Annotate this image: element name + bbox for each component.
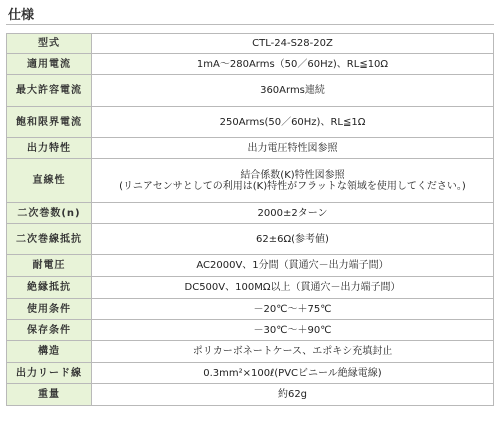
spec-row-linearity: [7, 159, 494, 203]
spec-row-storage-conditions: [7, 320, 494, 341]
spec-label: 構造: [7, 341, 92, 363]
spec-row-output-lead: [7, 363, 494, 384]
spec-label: 型式: [7, 34, 92, 54]
spec-row-construction: [7, 341, 494, 363]
spec-row-saturation-current: [7, 107, 494, 138]
spec-row-max-current: [7, 75, 494, 107]
spec-value: 1mA～280Arms（50／60Hz)、RL≦10Ω: [92, 54, 494, 75]
spec-label: 二次巻線抵抗: [7, 224, 92, 255]
spec-value: 約62g: [92, 384, 494, 406]
spec-value: －30℃～＋90℃: [92, 320, 494, 341]
spec-value: ポリカーボネートケース、エポキシ充填封止: [92, 341, 494, 363]
spec-value: AC2000V、1分間（貫通穴－出力端子間）: [92, 255, 494, 277]
spec-value: 2000±2ターン: [92, 203, 494, 224]
spec-value: 250Arms(50／60Hz)、RL≦1Ω: [92, 107, 494, 138]
spec-label: 出力特性: [7, 138, 92, 159]
section-heading: 仕様: [8, 8, 35, 23]
spec-label: 飽和限界電流: [7, 107, 92, 138]
spec-label: 最大許容電流: [7, 75, 92, 107]
spec-label: 重量: [7, 384, 92, 406]
spec-table: [6, 33, 494, 406]
spec-value: 結合係数(K)特性図参照 (リニアセンサとしての利用は(K)特性がフラットな領域を使用してください。): [92, 159, 494, 203]
spec-value: 360Arms連続: [92, 75, 494, 107]
spec-value: DC500V、100MΩ以上（貫通穴－出力端子間）: [92, 277, 494, 299]
spec-row-secondary-resistance: [7, 224, 494, 255]
spec-value: －20℃～＋75℃: [92, 299, 494, 320]
spec-row-operating-conditions: [7, 299, 494, 320]
spec-row-output-characteristics: [7, 138, 494, 159]
spec-row-secondary-turns: [7, 203, 494, 224]
spec-label: 適用電流: [7, 54, 92, 75]
spec-label: 絶縁抵抗: [7, 277, 92, 299]
spec-row-rated-current: [7, 54, 494, 75]
spec-row-withstand-voltage: [7, 255, 494, 277]
heading-divider: [6, 24, 494, 25]
spec-label: 出力リード線: [7, 363, 92, 384]
spec-value: 62±6Ω(参考値): [92, 224, 494, 255]
spec-row-weight: [7, 384, 494, 406]
spec-label: 保存条件: [7, 320, 92, 341]
spec-label: 使用条件: [7, 299, 92, 320]
spec-label: 二次巻数(n): [7, 203, 92, 224]
spec-value: 出力電圧特性図参照: [92, 138, 494, 159]
spec-label: 耐電圧: [7, 255, 92, 277]
spec-value: 0.3mm²×100ℓ(PVCビニール絶縁電線): [92, 363, 494, 384]
spec-row-insulation-resistance: [7, 277, 494, 299]
spec-value: CTL-24-S28-20Z: [92, 34, 494, 54]
spec-label: 直線性: [7, 159, 92, 203]
spec-row-model: [7, 34, 494, 54]
